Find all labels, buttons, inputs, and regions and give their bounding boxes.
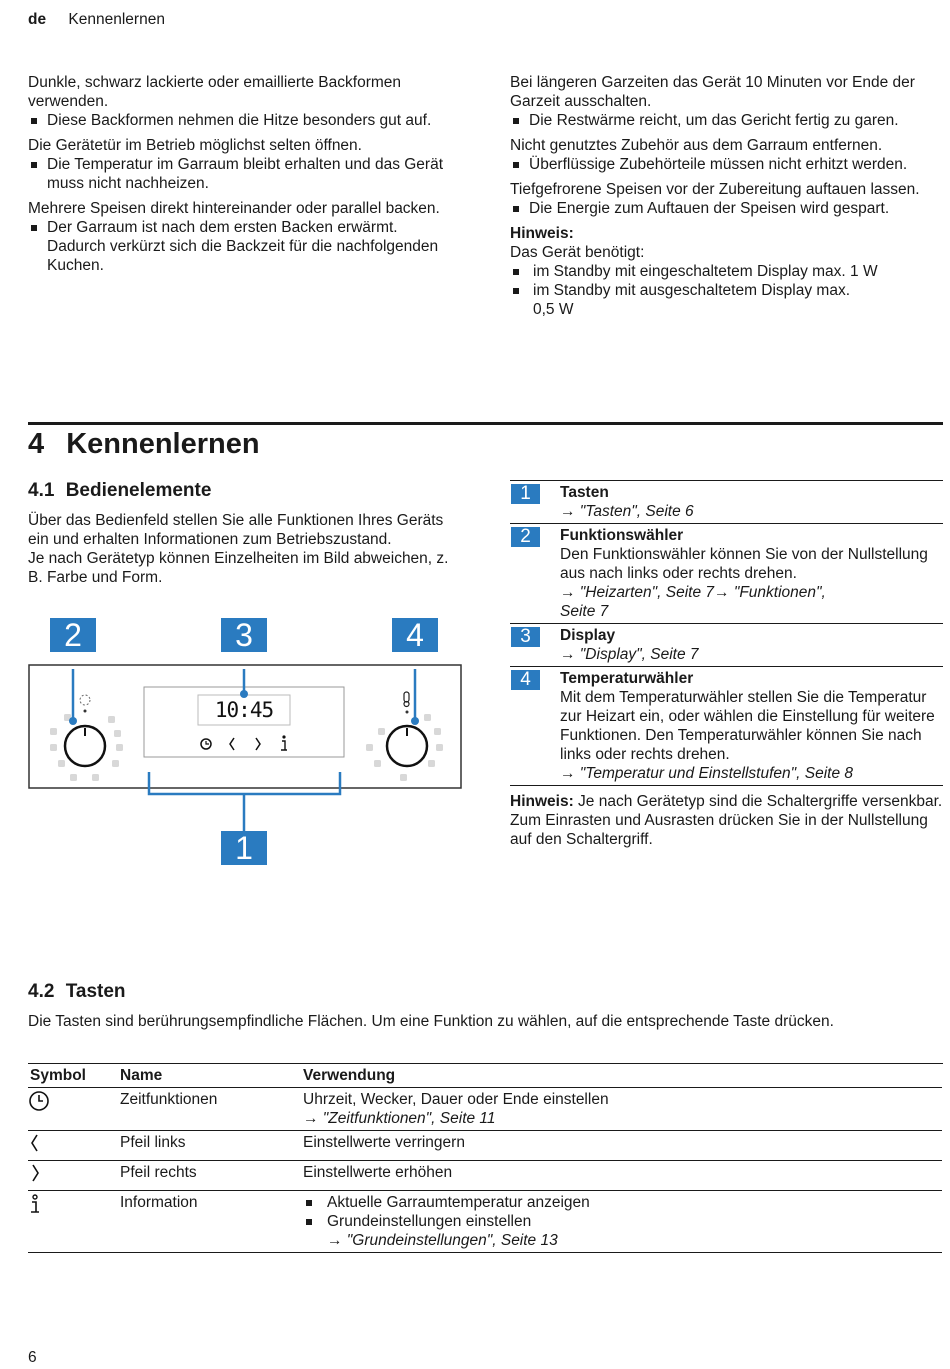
callout-badge: 2 [50, 618, 96, 652]
symbol-cell [28, 1088, 120, 1131]
paragraph: Über das Bedienfeld stellen Sie alle Funktionen Ihres Geräts ein und erhalten Informationen zum Betriebszustand. [28, 512, 444, 548]
section-heading-41 [28, 480, 211, 502]
section-number: 4.1 [28, 480, 55, 501]
usage-cell [303, 1088, 942, 1131]
legend-note-label: Hinweis: [510, 793, 574, 810]
arrow-left-icon [28, 1133, 42, 1153]
keys-table [28, 1064, 942, 1253]
tip-lead: Die Gerätetür im Betrieb möglichst selten öffnen. [28, 137, 362, 154]
chapter-heading [28, 427, 260, 461]
legend-title: Tasten [560, 484, 609, 501]
arrow-right-icon [28, 1163, 42, 1183]
legend-badge: 4 [511, 670, 540, 690]
chapter-rule [28, 422, 943, 425]
tip-lead: Bei längeren Garzeiten das Gerät 10 Minuten vor Ende der Garzeit ausschalten. [510, 74, 915, 110]
usage-item: Grundeinstellungen einstellen [303, 1212, 942, 1231]
note-item: im Standby mit ausgeschaltetem Display max. 0,5 W [510, 281, 870, 319]
name-cell: Pfeil rechts [120, 1164, 197, 1181]
legend-row [510, 480, 943, 523]
legend-row [510, 623, 943, 666]
table-row [28, 1131, 942, 1161]
tip-lead: Mehrere Speisen direkt hintereinander oder parallel backen. [28, 200, 440, 217]
legend-note-text: Je nach Gerätetyp sind die Schaltergriffe versenkbar. Zum Einrasten und Ausrasten drücken Sie in der Nullstellung auf den Schaltergriff. [510, 793, 943, 848]
legend-row [510, 523, 943, 623]
table-header-row [28, 1064, 942, 1088]
legend-text: Den Funktionswähler können Sie von der Nullstellung aus nach links oder rechts drehen. [560, 546, 928, 582]
section-41-text [28, 511, 456, 587]
callout-badge: 4 [392, 618, 438, 652]
legend-text: Mit dem Temperaturwähler stellen Sie die Temperatur zur Heizart ein, oder wählen die Einstellung für weitere Funktionen. Den Temperaturwähler können Sie nach links oder rechts drehen. [560, 689, 935, 763]
tip-item: Die Energie zum Auftauen der Speisen wird gespart. [510, 199, 936, 218]
keys-table-wrapper [28, 1063, 943, 1253]
tip-lead: Nicht genutztes Zubehör aus dem Garraum entfernen. [510, 137, 883, 154]
name-cell: Zeitfunktionen [120, 1091, 218, 1108]
page-number: 6 [28, 1349, 37, 1366]
usage-text: Uhrzeit, Wecker, Dauer oder Ende einstellen [303, 1091, 609, 1108]
legend-title: Temperaturwähler [560, 670, 694, 687]
usage-item: Aktuelle Garraumtemperatur anzeigen [303, 1193, 942, 1212]
info-icon [28, 1193, 42, 1215]
paragraph: Je nach Gerätetyp können Einzelheiten im Bild abweichen, z. B. Farbe und Form. [28, 550, 449, 586]
legend-title: Funktionswähler [560, 527, 684, 544]
legend-badge: 3 [511, 627, 540, 647]
table-row [28, 1088, 942, 1131]
paragraph: Die Tasten sind berührungsempfindliche Flächen. Um eine Funktion zu wählen, auf die entsprechende Taste drücken. [28, 1013, 834, 1030]
legend-reference: → "Temperatur und Einstellstufen", Seite 8 [560, 765, 854, 782]
tips-right-column [510, 73, 936, 319]
usage-cell [303, 1191, 942, 1253]
usage-cell: Einstellwerte verringern [303, 1134, 465, 1151]
symbol-cell [28, 1161, 120, 1191]
display-time-readout: 10:45 [214, 698, 274, 722]
legend-badge: 1 [511, 484, 540, 504]
symbol-cell [28, 1191, 120, 1253]
tip-item: Die Temperatur im Garraum bleibt erhalten und das Gerät muss nicht nachheizen. [28, 155, 458, 193]
figure-legend [510, 480, 943, 849]
symbol-cell [28, 1131, 120, 1161]
running-header [28, 10, 165, 29]
tip-item: Überflüssige Zubehörteile müssen nicht erhitzt werden. [510, 155, 936, 174]
name-cell: Pfeil links [120, 1134, 186, 1151]
clock-icon [28, 1090, 50, 1112]
callout-badge: 1 [221, 831, 267, 865]
legend-note [510, 792, 943, 849]
tip-item: Diese Backformen nehmen die Hitze besonders gut auf. [28, 111, 458, 130]
tip-item: Der Garraum ist nach dem ersten Backen erwärmt. Dadurch verkürzt sich die Backzeit für die nachfolgenden Kuchen. [28, 218, 458, 275]
section-42-text [28, 1012, 918, 1031]
legend-row [510, 666, 943, 786]
legend-reference: → "Tasten", Seite 6 [560, 503, 694, 520]
header-section-title: Kennenlernen [68, 11, 165, 28]
table-row [28, 1161, 942, 1191]
section-title: Tasten [65, 981, 126, 1002]
column-header: Verwendung [303, 1067, 396, 1084]
note-lead: Das Gerät benötigt: [510, 244, 645, 261]
callout-badge: 3 [221, 618, 267, 652]
usage-cell: Einstellwerte erhöhen [303, 1164, 453, 1181]
legend-badge: 2 [511, 527, 540, 547]
column-header: Name [120, 1067, 163, 1084]
control-panel-figure [28, 618, 464, 868]
legend-title: Display [560, 627, 616, 644]
tip-item: Die Restwärme reicht, um das Gericht fertig zu garen. [510, 111, 936, 130]
note-item: im Standby mit eingeschaltetem Display max. 1 W [510, 262, 936, 281]
section-heading-42 [28, 981, 126, 1003]
legend-reference: → "Heizarten", Seite 7→ "Funktionen", Seite 7 [560, 584, 826, 620]
chapter-number: 4 [28, 428, 45, 460]
tip-lead: Dunkle, schwarz lackierte oder emaillierte Backformen verwenden. [28, 74, 402, 110]
language-code: de [28, 11, 47, 28]
usage-reference: → "Grundeinstellungen", Seite 13 [327, 1232, 558, 1249]
tip-lead: Tiefgefrorene Speisen vor der Zubereitung auftauen lassen. [510, 181, 920, 198]
tips-left-column [28, 73, 458, 275]
table-row [28, 1191, 942, 1253]
chapter-title: Kennenlernen [66, 428, 260, 460]
section-title: Bedienelemente [65, 480, 212, 501]
usage-reference: → "Zeitfunktionen", Seite 11 [303, 1110, 496, 1127]
section-number: 4.2 [28, 981, 55, 1002]
column-header: Symbol [30, 1067, 86, 1084]
legend-reference: → "Display", Seite 7 [560, 646, 699, 663]
note-title: Hinweis: [510, 225, 574, 242]
name-cell: Information [120, 1194, 198, 1211]
